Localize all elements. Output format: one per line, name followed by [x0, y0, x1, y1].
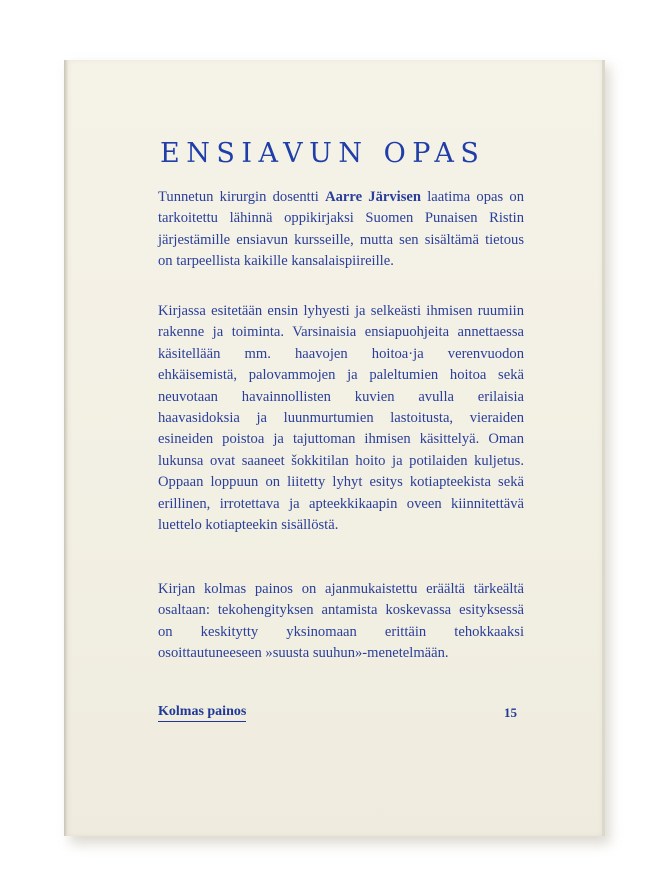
paragraph-3-text: Kirjan kolmas painos on ajanmukaistettu eräältä tärkeältä osaltaan: tekohengityksen antamista koskevassa esityksessä on keskitytty yksinomaan erittäin tehokkaaksi osoittautuneeseen »suusta suuhun»-menetelmään. — [158, 581, 524, 662]
edition-label: Kolmas painos — [158, 704, 246, 722]
author-name: Aarre Järvisen — [325, 189, 422, 205]
paragraph-2-text: Kirjassa esitetään ensin lyhyesti ja selkeästi ihmisen ruumiin rakenne ja toiminta. Varsinaisia ensiapuohjeita annettaessa käsitellään mm. haavojen hoitoa·ja verenvuodon ehkäisemistä, palovammojen ja paleltumien hoitoa sekä neuvotaan havainnollisten kuvien avulla erilaisia haavasidoksia ja luunmurtumien lastoitusta, vieraiden esineiden poistoa ja tajuttoman ihmisen käsittelyä. Oman lukunsa ovat saaneet šokkitilan hoito ja potilaiden kuljetus. Oppaan loppuun on liitetty lyhyt esitys kotiapteekista sekä erillinen, irrotettava ja apteekkikaapin oveen kiinnitettävä luettelo kotiapteekin sisällöstä. — [158, 303, 524, 534]
description-paragraph-1 — [158, 187, 524, 273]
book-title: ENSIAVUN OPAS — [160, 138, 486, 169]
paragraph-1-intro: Tunnetun kirurgin dosentti — [158, 189, 326, 205]
book-edge — [64, 60, 68, 836]
description-paragraph-3 — [158, 579, 524, 665]
series-number: 15 — [504, 705, 517, 720]
paragraph-1-rest: laatima opas on tarkoitettu lähinnä oppikirjaksi Suomen Punaisen Ristin järjestämille ensiavun kursseille, mutta sen sisältämä tietous on tarpeellista kaikille kansalaispiireille. — [158, 189, 524, 270]
description-paragraph-2 — [158, 301, 524, 536]
